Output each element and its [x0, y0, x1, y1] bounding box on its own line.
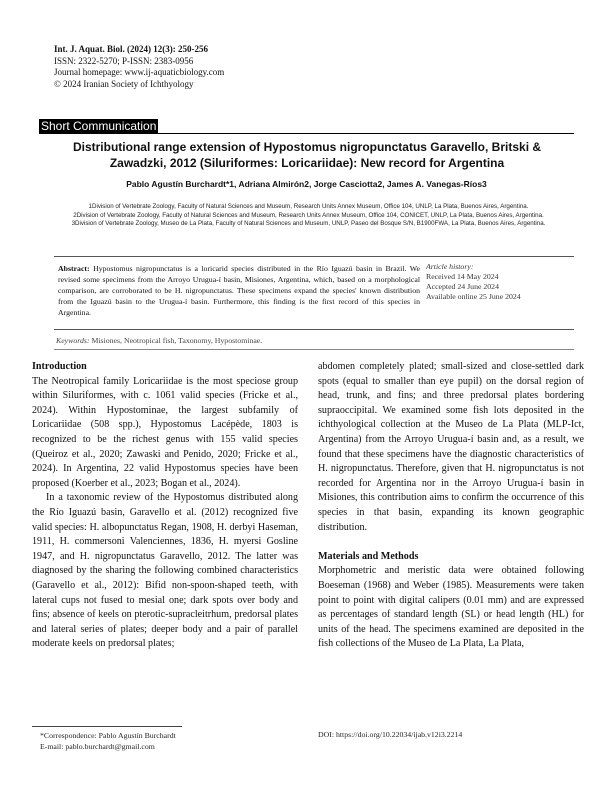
affiliation-2: 2Division of Vertebrate Zoology, Faculty of Natural Sciences and Museum, Research Units Annex Museum, Office 104, CONICET, UNLP, La Plata, Buenos Aires, Argentina. — [73, 211, 544, 219]
column-left — [32, 360, 298, 652]
doi-link[interactable]: DOI: https://doi.org/10.22034/ijab.v12i3.2214 — [318, 730, 463, 739]
introduction-heading: Introduction — [32, 361, 87, 372]
abstract-label: Abstract: — [58, 264, 90, 273]
article-history — [426, 262, 572, 302]
article-type-bar — [39, 119, 574, 135]
introduction-paragraph-1: The Neotropical family Loricariidae is the most speciose group within Siluriformes, with c. 1061 valid species (Fricke et al., 2024). Within Hypostominae, the largest subfamily of Loricariidae (508 spp.), Hypostomus Lacépède, 1803 is recognized to be the richest genus with 155 valid species (Queiroz et al., 2020; Zawaski and Penido, 2020; Fricke et al., 2024). In Argentina, 22 valid Hypostomus species have been proposed (Koerber et al., 2023; Bogan et al., 2024). — [32, 375, 298, 489]
title-line-1: Distributional range extension of Hypostomus nigropunctatus Garavello, Britski & — [72, 140, 542, 154]
abstract-text: Hypostomus nigropunctatus is a loricarid species distributed in the Río Iguazú basin in Brazil. We revised some specimens from the Arroyo Urugua-í basin, Misiones, Argentina, which, based on a morphological comparison, are corroborated to be H. nigropunctatus. These specimens expand the species' known distribution from the Iguazú basin to the Urugua-í basin. Furthermore, this finding is the first record of this species in Argentina. — [58, 264, 420, 318]
journal-copyright: © 2024 Iranian Society of Ichthyology — [54, 78, 194, 89]
methods-paragraph-1: Morphometric and meristic data were obtained following Boeseman (1968) and Weber (1985). Measurements were taken point to point with digital calipers (0.01 mm) and are expressed as percentages of standard length (SL) or head length (HL) for units of the head. The specimens examined are deposited in the fish collections of the Museo de La Plata, La Plata, — [318, 565, 584, 650]
abstract-box — [54, 256, 574, 330]
history-received: Received 14 May 2024 — [426, 272, 499, 281]
methods-heading: Materials and Methods — [318, 550, 419, 562]
affiliation-1: 1Division of Vertebrate Zoology, Faculty of Natural Sciences and Museum, Research Units Annex Museum, Office 104, UNLP, La Plata, Buenos Aires, Argentina. — [88, 203, 529, 210]
footnote-divider — [32, 726, 182, 727]
article-type-label: Short Communication — [41, 119, 157, 133]
journal-issn: ISSN: 2322-5270; P-ISSN: 2383-0956 — [54, 55, 194, 66]
keywords-text: Misiones, Neotropical fish, Taxonomy, Hypostominae. — [91, 336, 263, 345]
history-accepted: Accepted 24 June 2024 — [426, 282, 499, 291]
journal-header — [54, 44, 224, 90]
column-right — [318, 360, 584, 652]
affiliations — [46, 203, 571, 229]
introduction-paragraph-2: In a taxonomic review of the Hypostomus distributed along the Río Iguazú basin, Garavello et al. (2012) recognized five valid species: H. albopunctatus Regan, 1908, H. derbyi Haseman, 1911, H. commersoni Valenciennes, 1836, H. myersi Gosline 1947, and H. nigropunctatus Garavello, 2012. The latter was diagnosed by the sharing the following combined characteristics (Garavello et al., 2012): Bifid non-spoon-shaped teeth, with lateral cups not fused to mesial one; dark spots over body and fins; absence of keels on pterotic-supracleitrhum, predorsal plates and lateral series of plates; deeper body and a pair of parallel moderate keels on predorsal plates; — [32, 492, 298, 650]
correspondence: *Correspondence: Pablo Agustín Burchardt — [40, 731, 176, 740]
introduction-paragraph-3: abdomen completely plated; small-sized and close-settled dark spots (equal to smaller than eye pupil) on the dorsal region of head, trunk, and fins; and three predorsal plates bordering supraoccipital. We examined some fish lots deposited in the ichthyological collection at the Museo de La Plata (MLP-Ict, Argentina) from the Arroyo Urugua-í basin and, as a result, we found that these specimens have the diagnostic characteristics of H. nigropunctatus. Therefore, given that H. nigropunctatus is not recorded for Argentina nor in the Arroyo Urugua-í basin in Misiones, this contribution aims to confirm the occurrence of this species in that basin, expanding its known geographic distribution. — [318, 361, 584, 533]
article-title — [64, 139, 550, 171]
author-list: Pablo Agustín Burchardt*1, Adriana Almirón2, Jorge Casciotta2, James A. Vanegas-Ríos3 — [126, 179, 487, 189]
email[interactable]: E-mail: pablo.burchardt@gmail.com — [40, 742, 155, 751]
journal-citation: Int. J. Aquat. Biol. (2024) 12(3): 250-256 — [54, 44, 209, 54]
title-line-2: Zawadzki, 2012 (Siluriformes: Loricariidae): New record for Argentina — [109, 156, 505, 170]
keywords-label: Keywords: — [56, 336, 90, 345]
footnote — [40, 730, 176, 752]
keywords-divider — [54, 349, 574, 350]
abstract — [58, 263, 420, 318]
journal-homepage[interactable]: Journal homepage: www.ij-aquaticbiology.com — [54, 67, 225, 77]
affiliation-3: 3Division of Vertebrate Zoology, Museo de La Plata, Faculty of Natural Sciences and Museum, UNLP, Paseo del Bosque S/N, B1900FWA, La Plata, Buenos Aires, Argentina. — [71, 220, 546, 228]
keywords — [56, 336, 262, 345]
history-title: Article history: — [426, 262, 474, 271]
history-online: Available online 25 June 2024 — [426, 292, 521, 301]
